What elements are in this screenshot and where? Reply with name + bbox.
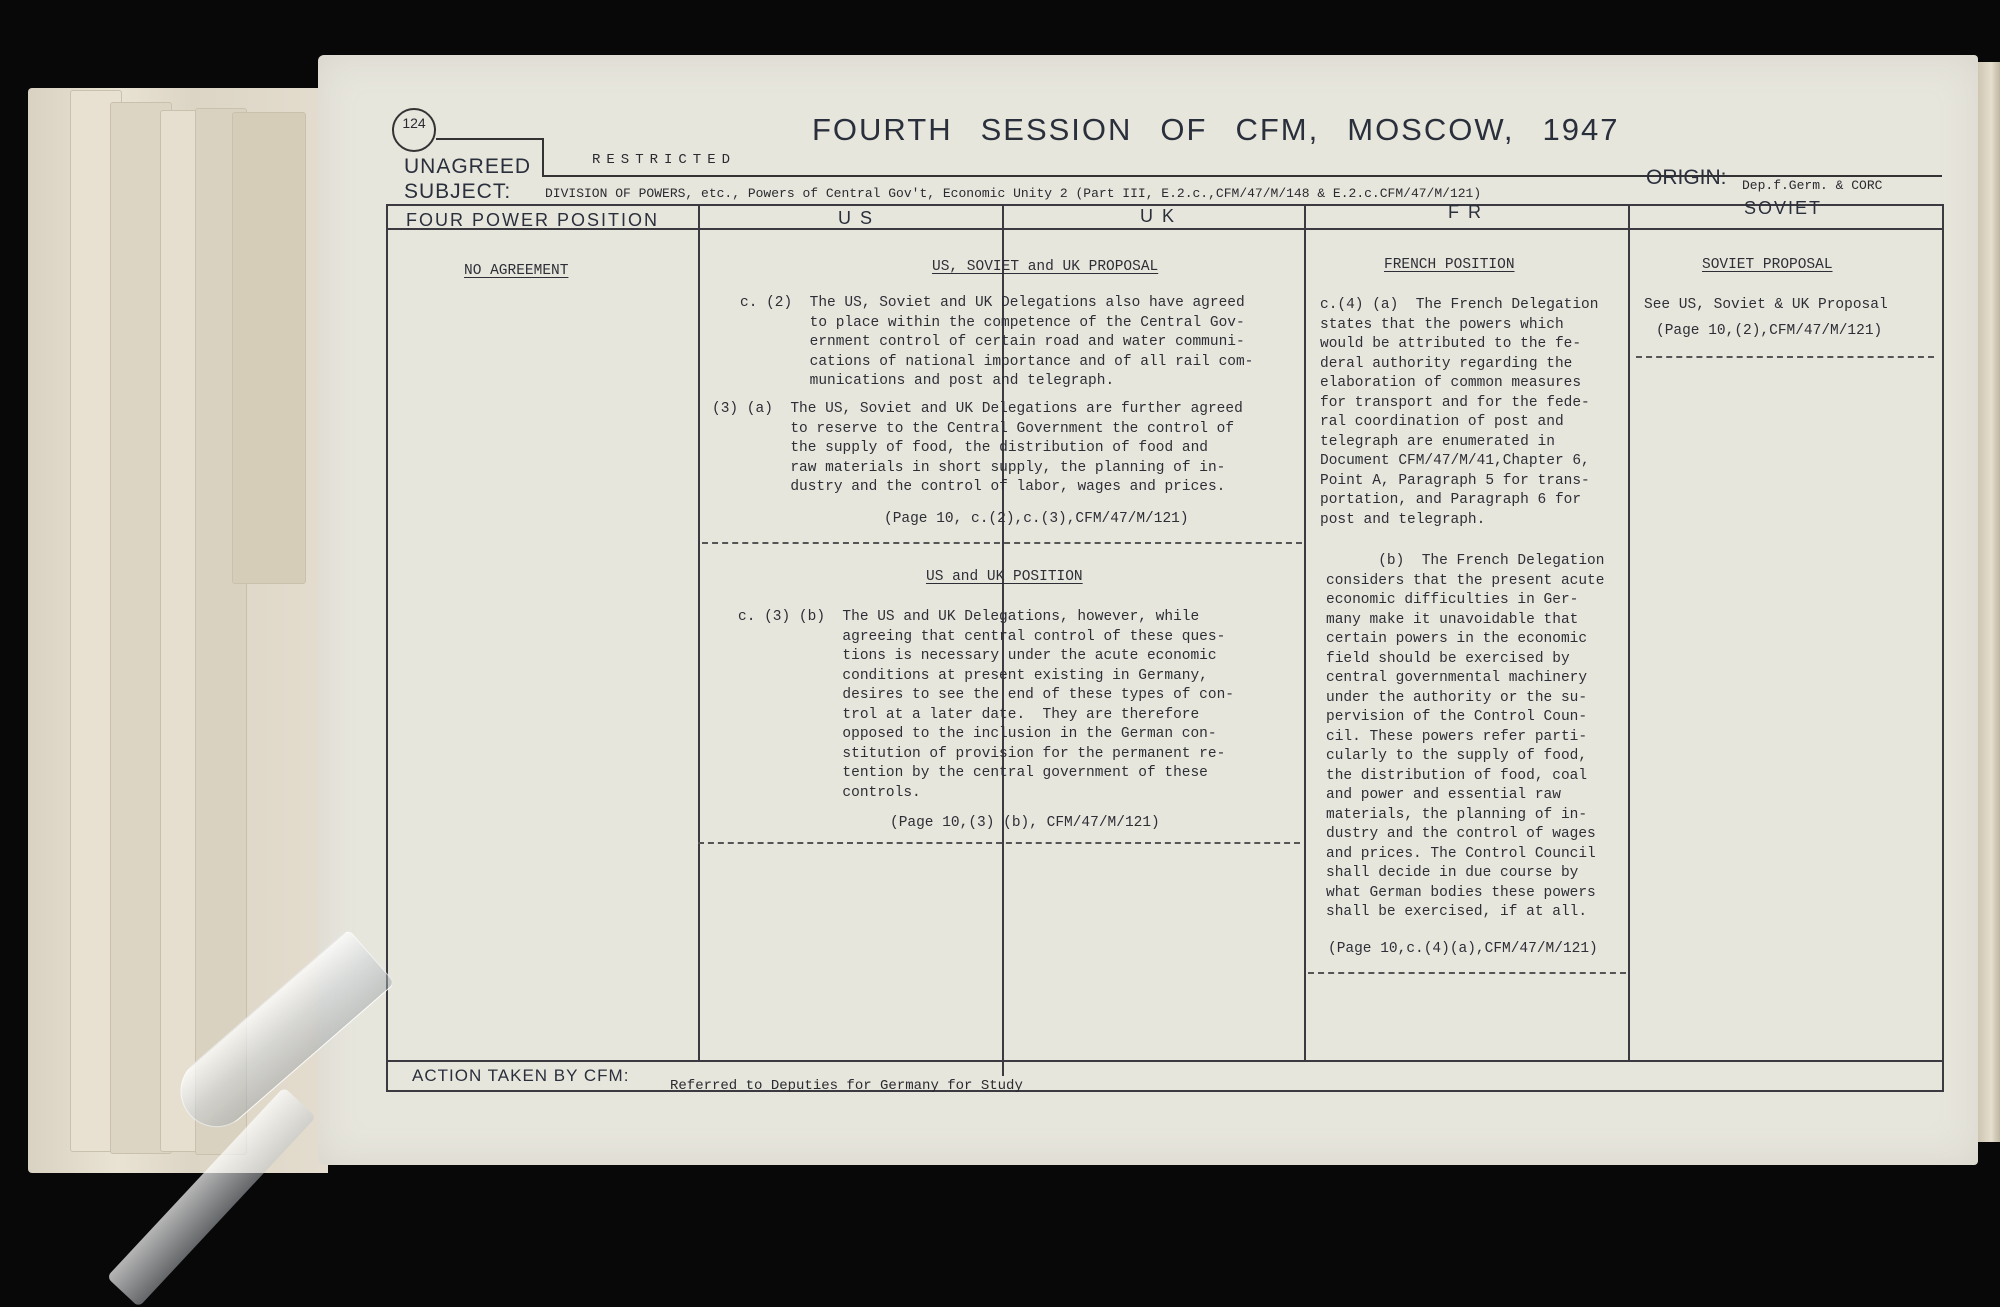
- origin-text: Dep.f.Germ. & CORC: [1742, 178, 1883, 193]
- status-top-rule: [542, 175, 1942, 177]
- french-separator: [1308, 972, 1626, 974]
- proposal-separator: [702, 542, 1302, 544]
- bottom-rule: [386, 1090, 1942, 1092]
- status-box-rule: [542, 138, 544, 176]
- column-divider-fr-soviet: [1628, 204, 1630, 1060]
- four-power-status: NO AGREEMENT: [464, 263, 569, 279]
- french-position-heading: FRENCH POSITION: [1384, 257, 1515, 273]
- french-reference: (Page 10,c.(4)(a),CFM/47/M/121): [1328, 941, 1598, 957]
- column-divider-fourpower-us: [698, 204, 700, 1060]
- column-divider-uk-fr: [1304, 204, 1306, 1060]
- soviet-separator: [1636, 356, 1934, 358]
- index-card-tab: [232, 112, 306, 584]
- proposal-paragraph-3a: (3) (a) The US, Soviet and UK Delegations are further agreed to reserve to the Central Government the control of the supply of food, the distribution of food and raw materials in short supply, the planning of in- dustry and the control of labor, wages and prices.: [712, 401, 1243, 495]
- status-label: UNAGREED: [404, 155, 532, 178]
- french-paragraph-b: (b) The French Delegation considers that the present acute economic difficulties in Ger- many make it unavoidable that certain powers in the economic field should be exercised by central governmental machinery under the authority or the su- pervision of the Control Coun- cil. These powers refer parti- cularly to the supply of food, the distribution of food, coal and power and essential raw materials, the planning of in- dustry and the control of wages and prices. The Control Council shall decide in due course by what German bodies these powers shall be exercised, if at all.: [1326, 553, 1605, 920]
- subject-text: DIVISION OF POWERS, etc., Powers of Central Gov't, Economic Unity 2 (Part III, E.2.c.,CFM/47/M/148 & E.2.c.CFM/47/M/121): [545, 186, 1482, 201]
- position-separator: [698, 842, 1300, 844]
- position-paragraph-3b: c. (3) (b) The US and UK Delegations, however, while agreeing that central control of these ques- tions is necessary under the acute economic conditions at present existing in Germany, desires to see the end of these types of con- trol at a later date. They are therefore opposed to the inclusion in the German con- stitution of provision for the permanent re- tention by the central government of these controls.: [738, 609, 1234, 801]
- french-paragraph-a: c.(4) (a) The French Delegation states that the powers which would be attributed to the fe- deral authority regarding the elaboration of common measures for transport and for the fede- ral coordination of post and telegraph are enumerated in Document CFM/47/M/41,Chapter 6, Point A, Paragraph 5 for trans- portation, and Paragraph 6 for post and telegraph.: [1320, 297, 1599, 528]
- action-taken-label: ACTION TAKEN BY CFM:: [412, 1066, 630, 1085]
- classification-label: RESTRICTED: [592, 152, 737, 168]
- page-number-rule: [436, 138, 544, 140]
- column-header-us: U S: [838, 208, 875, 228]
- origin-label: ORIGIN:: [1646, 166, 1727, 189]
- card-spine: [1978, 62, 2000, 1142]
- footer-rule: [386, 1060, 1942, 1062]
- proposal-paragraph-c2: c. (2) The US, Soviet and UK Delegations also have agreed to place within the competence of the Central Gov- ernment control of certain road and water communi- cations of national importance and of all rail com- munications and post and telegraph.: [740, 295, 1254, 389]
- soviet-page-reference: (Page 10,(2),CFM/47/M/121): [1656, 323, 1883, 339]
- soviet-proposal-heading: SOVIET PROPOSAL: [1702, 257, 1833, 273]
- page-number-circle: 124: [392, 108, 436, 152]
- column-header-fr: F R: [1448, 202, 1483, 222]
- column-header-uk: U K: [1140, 206, 1177, 226]
- column-header-four-power: FOUR POWER POSITION: [406, 210, 660, 230]
- us-soviet-uk-proposal-heading: US, SOVIET and UK PROPOSAL: [932, 259, 1159, 275]
- soviet-see-reference: See US, Soviet & UK Proposal: [1644, 297, 1888, 313]
- proposal-reference: (Page 10, c.(2),c.(3),CFM/47/M/121): [884, 511, 1189, 527]
- subject-label: SUBJECT:: [404, 180, 512, 203]
- us-uk-position-heading: US and UK POSITION: [926, 569, 1083, 585]
- table-left-border: [386, 204, 388, 1092]
- column-header-soviet: SOVIET: [1744, 198, 1823, 218]
- action-taken-text: Referred to Deputies for Germany for Study: [670, 1078, 1023, 1094]
- position-reference: (Page 10,(3) (b), CFM/47/M/121): [890, 815, 1160, 831]
- table-right-border: [1942, 204, 1944, 1092]
- document-title: FOURTH SESSION OF CFM, MOSCOW, 1947: [812, 112, 1620, 147]
